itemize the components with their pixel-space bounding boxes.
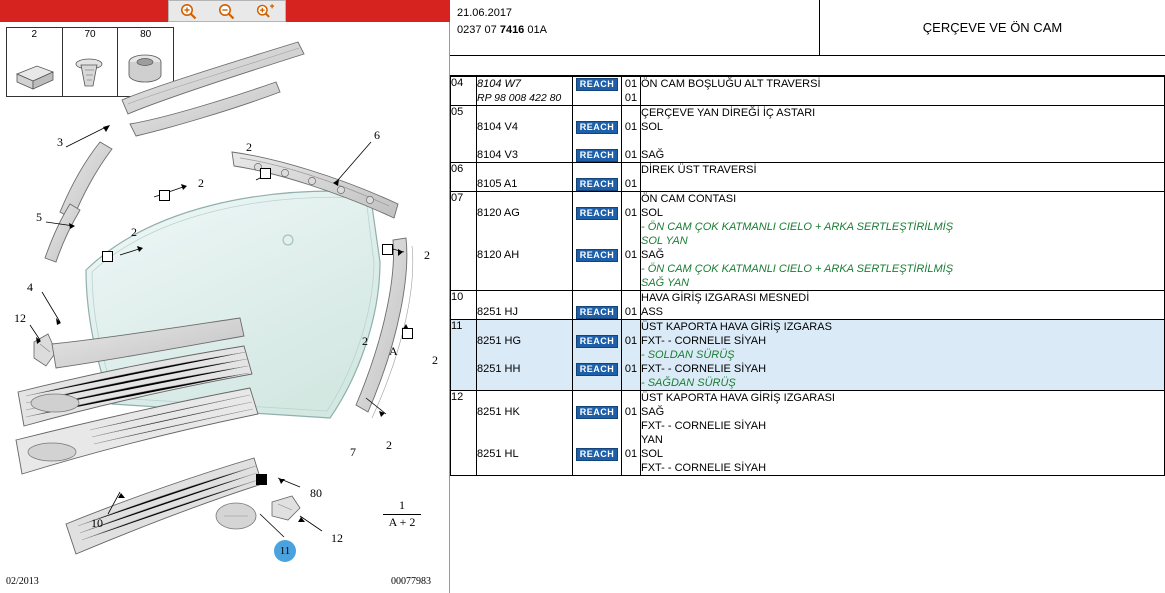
part-ref: RP 98 008 422 80 [477,92,562,104]
page-title: ÇERÇEVE VE ÖN CAM [922,20,1063,35]
table-row[interactable] [451,192,1165,291]
illustration-panel [0,0,450,593]
header-meta [450,0,820,55]
qty: 01 [624,306,638,318]
part-note: SAĞ YAN [641,277,690,289]
table-row[interactable] [451,391,1165,476]
row-index: 07 [451,192,477,291]
row-references [477,291,573,320]
zoom-out-icon[interactable] [217,2,236,21]
group-title: DİREK ÜST TRAVERSİ [641,164,757,176]
qty-cell [622,192,641,291]
legend-number: 70 [84,29,96,40]
callout-2d: 2 [424,248,430,262]
a2-annotation [379,498,425,530]
qty: 01 [624,406,638,418]
zoom-in-icon[interactable] [179,2,198,21]
desc-cell [641,77,1165,106]
zoom-toolbar[interactable] [168,0,286,22]
qty: 01 [624,335,638,347]
part-note: - ÖN CAM ÇOK KATMANLI CIELO + ARKA SERTLEŞTİRİLMİŞ [641,263,954,275]
row-references [477,163,573,192]
row-index: 10 [451,291,477,320]
diagram-date: 02/2013 [6,576,39,587]
legend-number: 2 [31,29,38,40]
part-note: YAN [641,434,663,446]
part-ref: 8120 AH [477,249,520,261]
table-row[interactable] [451,291,1165,320]
qty: 01 [624,92,638,104]
row-index: 04 [451,77,477,106]
legend-number: 80 [140,29,152,40]
part-desc: SOL [641,448,664,460]
callout-2e: 2 [432,353,438,367]
reach-badge: REACH [576,207,619,220]
reach-badge: REACH [576,335,619,348]
callout-7: 7 [350,445,356,459]
group-title: HAVA GİRİŞ IZGARASI MESNEDİ [641,292,810,304]
zoom-fit-icon[interactable] [256,2,275,21]
callout-3: 3 [57,135,63,149]
part-ref: 8104 W7 [477,78,522,90]
row-references [477,77,573,106]
callout-2c: 2 [131,225,137,239]
desc-cell [641,106,1165,163]
part-ref: 8251 HG [477,335,522,347]
part-note: FXT- - CORNELIE SİYAH [641,420,767,432]
exploded-diagram [0,22,449,593]
part-desc: SAĞ [641,406,665,418]
qty: 01 [624,178,638,190]
part-desc: SOL [641,121,664,133]
part-ref: 8105 A1 [477,178,518,190]
table-row[interactable] [451,106,1165,163]
ref-bold: 7416 [499,24,525,36]
a2-top: 1 [399,498,405,512]
reach-cell [573,291,622,320]
qty: 01 [624,249,638,261]
qty-cell [622,391,641,476]
group-title: ÜST KAPORTA HAVA GİRİŞ IZGARAS [641,321,832,333]
reach-cell [573,163,622,192]
group-title: ÜST KAPORTA HAVA GİRİŞ IZGARASI [641,392,835,404]
part-desc: FXT- - CORNELIE SİYAH [641,363,767,375]
group-title: ÇERÇEVE YAN DİREĞİ İÇ ASTARI [641,107,816,119]
callout-4: 4 [27,280,33,294]
reach-badge: REACH [576,249,619,262]
callout-11-highlight: 11 [274,540,296,562]
reach-badge: REACH [576,178,619,191]
part-note: - ÖN CAM ÇOK KATMANLI CIELO + ARKA SERTLEŞTİRİLMİŞ [641,221,954,233]
row-references [477,106,573,163]
document-header [450,0,1165,56]
reach-cell [573,106,622,163]
group-title: ÖN CAM CONTASI [641,193,737,205]
part-ref: 8104 V4 [477,121,518,133]
part-note: SOL YAN [641,235,688,247]
callout-2f: 2 [386,438,392,452]
part-note: FXT- - CORNELIE SİYAH [641,462,767,474]
desc-cell [641,192,1165,291]
part-ref: 8251 HK [477,406,520,418]
row-references [477,192,573,291]
part-desc: FXT- - CORNELIE SİYAH [641,335,767,347]
callout-5: 5 [36,210,42,224]
part-note: - SAĞDAN SÜRÜŞ [641,377,736,389]
reach-badge: REACH [576,149,619,162]
reach-badge: REACH [576,406,619,419]
ref-prefix: 0237 07 [457,24,497,36]
connector-square [402,328,413,339]
desc-cell [641,320,1165,391]
qty: 01 [624,149,638,161]
part-ref: 8120 AG [477,207,520,219]
part-desc: ASS [641,306,664,318]
row-index: 05 [451,106,477,163]
row-references [477,320,573,391]
reach-badge: REACH [576,121,619,134]
desc-cell [641,291,1165,320]
row-index: 06 [451,163,477,192]
reach-badge: REACH [576,306,619,319]
qty-cell [622,291,641,320]
row-index: 12 [451,391,477,476]
part-note: - SOLDAN SÜRÜŞ [641,349,735,361]
qty-cell [622,320,641,391]
part-ref: 8251 HH [477,363,521,375]
callout-6: 6 [374,128,380,142]
diagram-code: 00077983 [391,576,431,587]
spacer-row [450,56,1165,76]
part-ref: 8251 HJ [477,306,518,318]
ref-suffix: 01A [527,24,547,36]
qty-cell [622,106,641,163]
connector-square-filled [256,474,267,485]
callout-2b: 2 [198,176,204,190]
row-index: 11 [451,320,477,391]
document-date: 21.06.2017 [457,7,513,19]
row-references [477,391,573,476]
qty-cell [622,163,641,192]
reach-badge: REACH [576,78,619,91]
table-row[interactable] [451,163,1165,192]
connector-square [382,244,393,255]
qty: 01 [624,207,638,219]
document-reference [457,22,819,39]
reach-cell [573,77,622,106]
parts-table [450,76,1165,476]
table-row[interactable] [451,77,1165,106]
connector-square [260,168,271,179]
callout-80: 80 [310,486,322,500]
callout-12a: 12 [14,311,26,325]
a2-bottom: A + 2 [388,515,416,529]
part-desc: SOL [641,207,664,219]
callout-12b: 12 [331,531,343,545]
reach-cell [573,391,622,476]
part-ref: 8251 HL [477,448,519,460]
qty: 01 [624,121,638,133]
table-row-selected[interactable] [451,320,1165,391]
qty: 01 [624,363,638,375]
callout-2g: 2 [362,334,368,348]
connector-square [159,190,170,201]
qty-cell [622,77,641,106]
desc-cell [641,163,1165,192]
callout-10: 10 [91,516,103,530]
qty: 01 [624,448,638,460]
callout-A: A [389,344,398,358]
group-title: ÖN CAM BOŞLUĞU ALT TRAVERSİ [641,78,821,90]
parts-list-panel [450,0,1165,593]
reach-badge: REACH [576,363,619,376]
part-ref: 8104 V3 [477,149,518,161]
qty: 01 [624,78,638,90]
reach-cell [573,192,622,291]
reach-badge: REACH [576,448,619,461]
callout-2a: 2 [246,140,252,154]
desc-cell [641,391,1165,476]
connector-square [102,251,113,262]
reach-cell [573,320,622,391]
part-desc: SAĞ [641,249,665,261]
part-desc: SAĞ [641,149,665,161]
